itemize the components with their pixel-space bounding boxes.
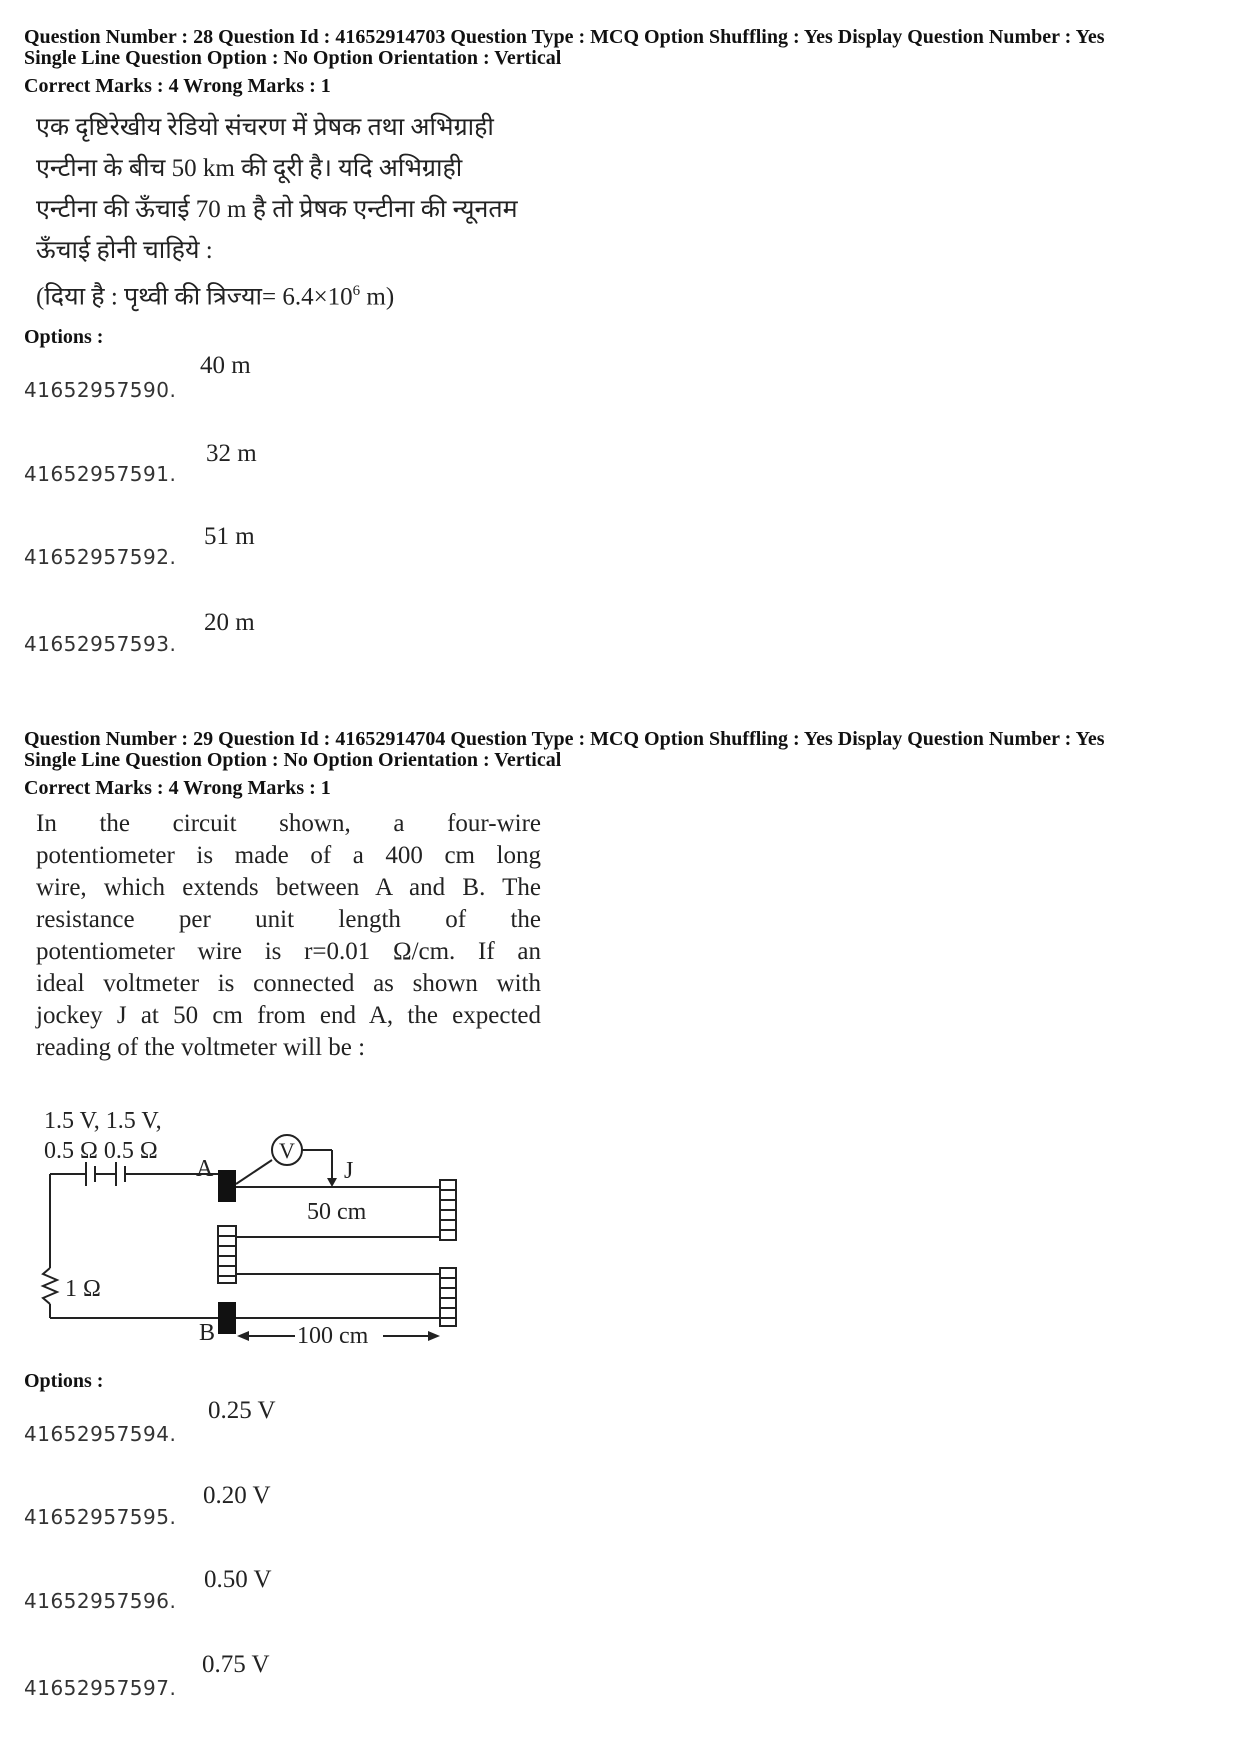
question-28-options-label: Options :	[24, 326, 104, 348]
question-29-text-line: reading of the voltmeter will be :	[36, 1034, 366, 1061]
option-value[interactable]: 0.50 V	[204, 1566, 272, 1593]
option-id: 41652957593.	[24, 632, 177, 656]
option-id: 41652957597.	[24, 1676, 177, 1700]
question-28-given	[36, 271, 518, 317]
given-suffix: m)	[360, 283, 395, 311]
potentiometer-circuit-diagram	[0, 1090, 520, 1350]
question-29-text-line: potentiometer wire is r=0.01 Ω/cm. If an	[36, 938, 541, 965]
question-28-marks: Correct Marks : 4 Wrong Marks : 1	[24, 75, 331, 97]
terminal-b-block	[218, 1302, 236, 1334]
terminal-a-block	[218, 1170, 236, 1202]
question-28-text-line: एन्टीना के बीच 50 km की दूरी है। यदि अभिग्राही	[36, 155, 463, 182]
option-id: 41652957591.	[24, 462, 177, 486]
length-100-label: 100 cm	[297, 1323, 369, 1349]
question-28-text-line: ऊँचाई होनी चाहिये :	[36, 237, 213, 264]
cells-label-1: 1.5 V, 1.5 V,	[44, 1108, 162, 1134]
option-id: 41652957590.	[24, 378, 177, 402]
question-29-text-line: In the circuit shown, a four-wire	[36, 810, 541, 837]
length-50-label: 50 cm	[307, 1199, 367, 1225]
resistor-label: 1 Ω	[65, 1276, 101, 1302]
question-28-header-line2: Single Line Question Option : No Option Orientation : Vertical	[24, 47, 562, 69]
option-value[interactable]: 40 m	[200, 352, 251, 379]
question-29-text-line: potentiometer is made of a 400 cm long	[36, 842, 541, 869]
question-29-text-line: jockey J at 50 cm from end A, the expected	[36, 1002, 541, 1029]
question-29-header-line1: Question Number : 29 Question Id : 41652914704 Question Type : MCQ Option Shuffling : Yes Display Question Number : Yes	[24, 728, 1105, 750]
option-value[interactable]: 20 m	[204, 609, 255, 636]
point-b-label: B	[199, 1320, 216, 1346]
option-id: 41652957596.	[24, 1589, 177, 1613]
option-id: 41652957594.	[24, 1422, 177, 1446]
question-29-text	[36, 808, 541, 1064]
question-29-header-line2: Single Line Question Option : No Option Orientation : Vertical	[24, 749, 562, 771]
question-29-text-line: ideal voltmeter is connected as shown with	[36, 970, 541, 997]
question-29-text-line: resistance per unit length of the	[36, 906, 541, 933]
question-28-header-line1: Question Number : 28 Question Id : 41652914703 Question Type : MCQ Option Shuffling : Yes Display Question Number : Yes	[24, 26, 1105, 48]
jockey-label: J	[344, 1158, 354, 1184]
question-29-options-label: Options :	[24, 1370, 104, 1392]
option-value[interactable]: 32 m	[206, 440, 257, 467]
option-value[interactable]: 51 m	[204, 523, 255, 550]
option-value[interactable]: 0.25 V	[208, 1397, 276, 1424]
question-29-text-line: wire, which extends between A and B. The	[36, 874, 541, 901]
option-value[interactable]: 0.75 V	[202, 1651, 270, 1678]
option-id: 41652957592.	[24, 545, 177, 569]
question-29-marks: Correct Marks : 4 Wrong Marks : 1	[24, 777, 331, 799]
given-exponent: 6	[352, 283, 361, 299]
cells-label-2: 0.5 Ω 0.5 Ω	[44, 1138, 158, 1164]
question-28-text-line: एन्टीना की ऊँचाई 70 m है तो प्रेषक एन्टीना की न्यूनतम	[36, 196, 518, 223]
voltmeter-label: V	[279, 1138, 295, 1163]
given-prefix: (दिया है : पृथ्वी की त्रिज्या= 6.4×10	[36, 283, 353, 311]
question-28-text	[36, 107, 518, 317]
question-28-text-line: एक दृष्टिरेखीय रेडियो संचरण में प्रेषक तथा अभिग्राही	[36, 114, 494, 141]
option-value[interactable]: 0.20 V	[203, 1482, 271, 1509]
point-a-label: A	[196, 1156, 214, 1182]
option-id: 41652957595.	[24, 1505, 177, 1529]
